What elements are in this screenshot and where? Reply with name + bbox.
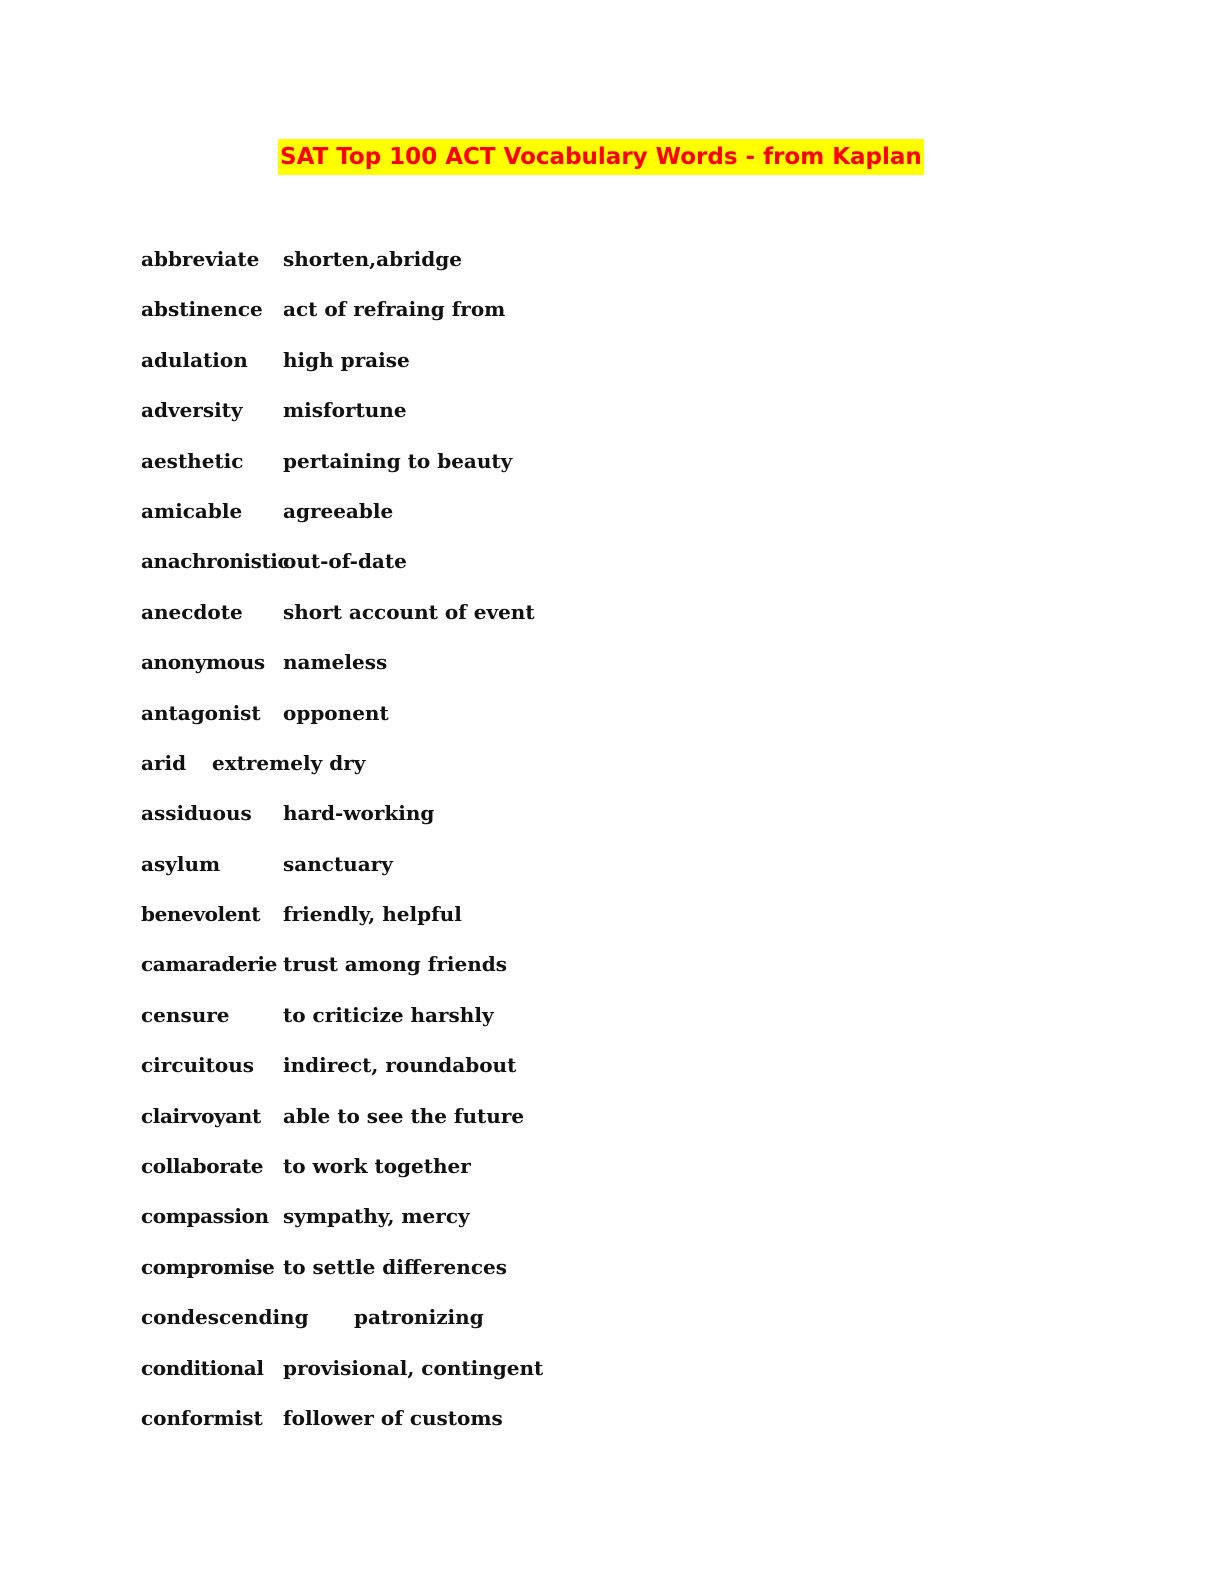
- list-item: [141, 900, 941, 950]
- vocabulary-list: [141, 245, 941, 1454]
- list-item: [141, 950, 941, 1000]
- vocab-term: amicable: [141, 498, 243, 523]
- vocab-term: assiduous: [141, 801, 252, 826]
- vocab-term: abbreviate: [141, 247, 260, 271]
- vocab-definition: patronizing: [354, 1305, 484, 1330]
- list-item: [141, 547, 941, 597]
- vocab-term: adulation: [141, 347, 248, 372]
- vocab-definition: misfortune: [283, 398, 407, 423]
- list-item: [141, 396, 941, 446]
- list-item: [141, 749, 941, 799]
- vocab-term: conformist: [141, 1405, 263, 1430]
- list-item: [141, 1152, 941, 1202]
- vocab-term: compromise: [141, 1254, 275, 1279]
- list-item: [141, 1354, 941, 1404]
- vocab-term: anachronistic: [141, 549, 290, 574]
- vocab-term: antagonist: [141, 700, 261, 725]
- list-item: [141, 346, 941, 396]
- vocab-definition: pertaining to beauty: [283, 448, 513, 473]
- list-item: [141, 1202, 941, 1252]
- vocab-term: compassion: [141, 1204, 269, 1229]
- vocab-definition: extremely dry: [212, 750, 366, 775]
- list-item: [141, 245, 941, 295]
- vocab-term: camaraderie: [141, 952, 277, 977]
- vocab-definition: able to see the future: [283, 1103, 525, 1128]
- list-item: [141, 799, 941, 849]
- vocab-term: abstinence: [141, 297, 263, 322]
- vocab-definition: hard-working: [283, 801, 435, 826]
- vocab-term: clairvoyant: [141, 1103, 261, 1128]
- vocab-definition: short account of event: [283, 599, 535, 624]
- vocab-definition: sympathy, mercy: [283, 1204, 470, 1229]
- list-item: [141, 1303, 941, 1353]
- vocab-term: circuitous: [141, 1053, 255, 1078]
- vocab-definition: out-of-date: [283, 549, 407, 574]
- vocab-definition: to settle differences: [283, 1254, 507, 1279]
- list-item: [141, 1102, 941, 1152]
- list-item: [141, 598, 941, 648]
- vocab-term: anecdote: [141, 599, 243, 624]
- vocab-term: conditional: [141, 1355, 264, 1380]
- vocab-term: arid: [141, 750, 187, 775]
- vocab-term: asylum: [141, 851, 221, 876]
- list-item: [141, 447, 941, 497]
- vocab-term: condescending: [141, 1305, 309, 1330]
- vocab-definition: act of refraing from: [283, 297, 506, 322]
- list-item: [141, 1001, 941, 1051]
- vocab-definition: trust among friends: [283, 952, 507, 977]
- vocab-term: anonymous: [141, 650, 265, 675]
- vocab-definition: opponent: [283, 700, 389, 725]
- vocab-term: aesthetic: [141, 448, 244, 473]
- list-item: [141, 648, 941, 698]
- vocab-definition: to work together: [283, 1154, 471, 1179]
- list-item: [141, 295, 941, 345]
- list-item: [141, 1253, 941, 1303]
- vocab-definition: shorten,abridge: [283, 247, 462, 271]
- list-item: [141, 1051, 941, 1101]
- vocab-term: benevolent: [141, 902, 261, 927]
- vocab-definition: follower of customs: [283, 1405, 503, 1430]
- vocab-term: adversity: [141, 398, 243, 423]
- list-item: [141, 699, 941, 749]
- vocab-definition: provisional, contingent: [283, 1355, 544, 1380]
- list-item: [141, 497, 941, 547]
- vocab-definition: agreeable: [283, 498, 394, 523]
- list-item: [141, 1404, 941, 1454]
- vocab-term: collaborate: [141, 1154, 264, 1179]
- vocab-term: censure: [141, 1002, 230, 1027]
- vocab-definition: indirect, roundabout: [283, 1053, 517, 1078]
- vocab-definition: friendly, helpful: [283, 902, 462, 927]
- vocab-definition: high praise: [283, 347, 410, 372]
- page-title: SAT Top 100 ACT Vocabulary Words - from Kaplan: [278, 139, 924, 175]
- vocab-definition: nameless: [283, 650, 388, 675]
- vocab-definition: sanctuary: [283, 851, 393, 876]
- list-item: [141, 850, 941, 900]
- vocab-definition: to criticize harshly: [283, 1002, 494, 1027]
